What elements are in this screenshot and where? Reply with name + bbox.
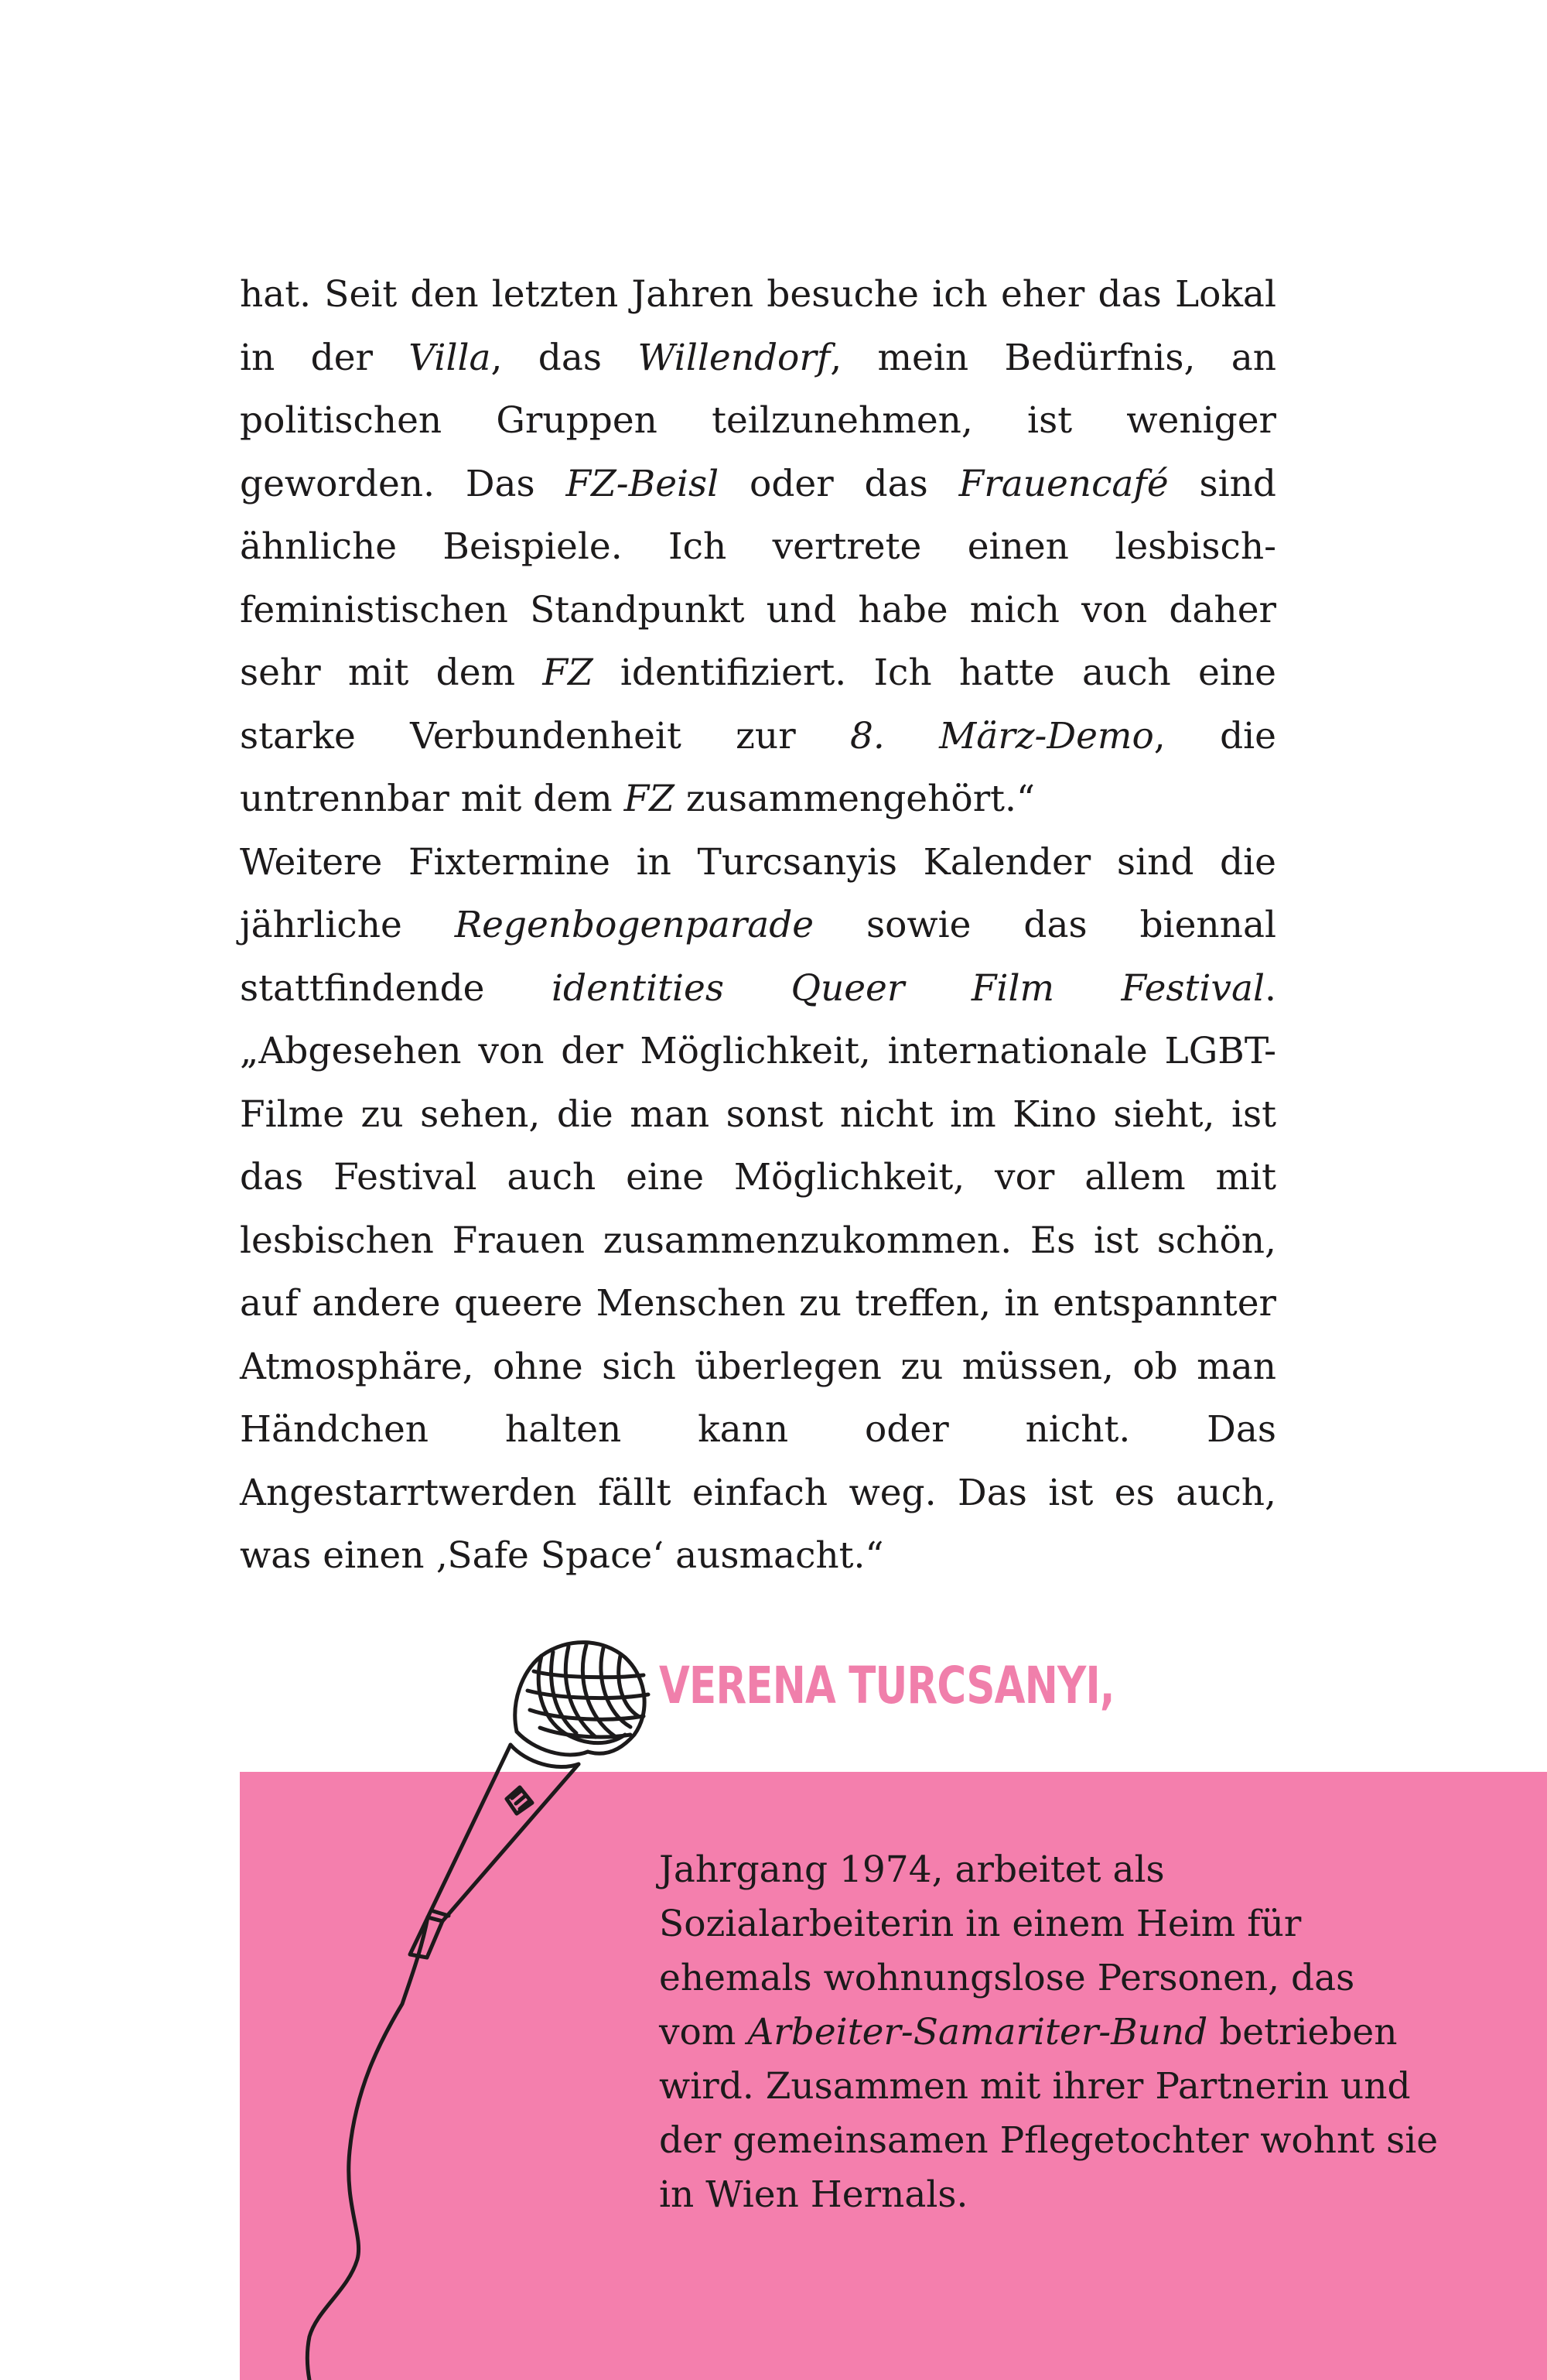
italic-frauencafe: Frauencafé	[958, 462, 1169, 505]
text-span: sind ähnliche Beispiele. Ich vertrete einen lesbisch-feministischen Standpunkt und habe mich von daher sehr mit dem	[240, 462, 1276, 694]
main-text	[240, 263, 1276, 1588]
italic-fz-beisl: FZ-Beisl	[565, 462, 719, 505]
text-span: , die untrennbar mit dem	[240, 714, 1276, 820]
text-span: sowie das biennal stattfindende	[240, 904, 1276, 1010]
text-span: , mein Bedürfnis, an politischen Gruppen teilzunehmen, ist weniger geworden. Das	[240, 336, 1277, 505]
text-span: oder das	[719, 462, 959, 505]
italic-maerz-demo: 8. März-Demo	[850, 714, 1154, 757]
italic-identities-festival: identities Queer Film Festival	[551, 966, 1265, 1010]
text-span: zusammengehört.“	[674, 778, 1036, 820]
paragraph-2	[240, 831, 1276, 1588]
text-span: identifiziert. Ich hatte auch eine starke Verbundenheit zur	[240, 651, 1276, 757]
text-span: Jahrgang 1974, arbeitet als Sozialarbeiterin in einem Heim für ehemals wohnungslose Personen, das vom	[659, 1848, 1355, 2053]
bio-paragraph	[659, 1843, 1440, 2222]
italic-willendorf: Willendorf	[637, 336, 831, 379]
italic-fz: FZ	[623, 778, 674, 820]
paragraph-1	[240, 263, 1276, 831]
text-span: Weitere Fixtermine in Turcsanyis Kalender sind die jährliche	[240, 840, 1276, 946]
bio-text	[659, 1843, 1440, 2222]
text-span: . „Abgesehen von der Möglichkeit, internationale LGBT-Filme zu sehen, die man sonst nicht im Kino sieht, ist das Festival auch eine Möglichkeit, vor allem mit lesbischen Frauen zusammenzukommen. Es ist schön, auf andere queere Menschen zu treffen, in entspannter Atmosphäre, ohne sich überlegen zu müssen, ob man Händchen halten kann oder nicht. Das Angestarrtwerden fällt einfach weg. Das ist es auch, was einen ‚Safe Space‘ ausmacht.“	[240, 966, 1276, 1577]
text-span: betrieben wird. Zusammen mit ihrer Partnerin und der gemeinsamen Pflegetochter wohnt sie in Wien Hernals.	[659, 2011, 1439, 2216]
italic-fz: FZ	[542, 651, 593, 694]
italic-regenbogenparade: Regenbogenparade	[454, 904, 814, 946]
italic-arbeiter-samariter-bund: Arbeiter-Samariter-Bund	[747, 2011, 1208, 2053]
italic-villa: Villa	[408, 336, 491, 379]
bio-name: VERENA TURCSANYI,	[659, 1656, 1115, 1715]
text-span: hat. Seit den letzten Jahren besuche ich eher das Lokal in der	[240, 273, 1276, 379]
text-span: , das	[490, 336, 638, 379]
